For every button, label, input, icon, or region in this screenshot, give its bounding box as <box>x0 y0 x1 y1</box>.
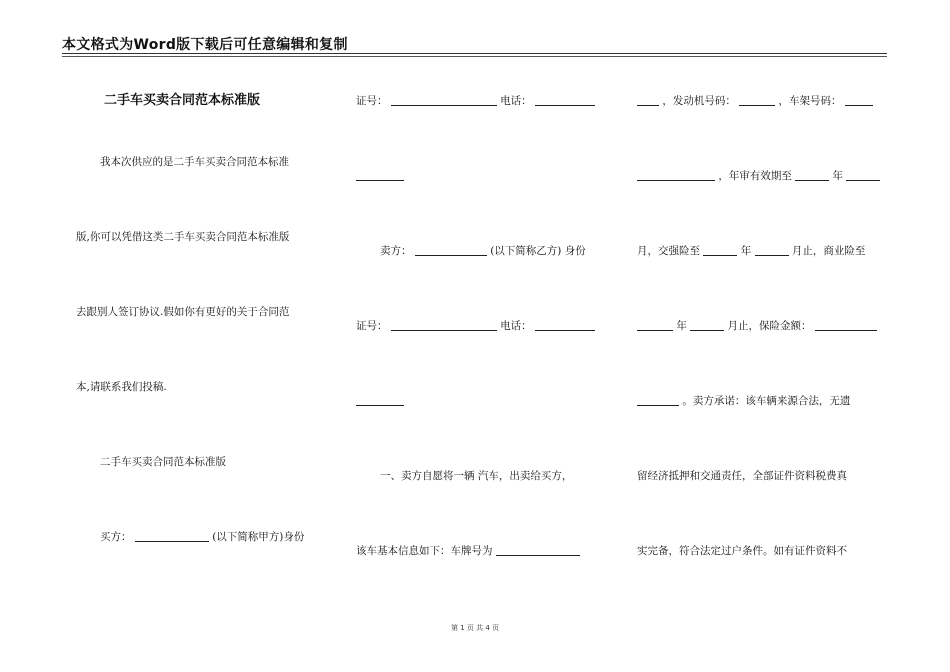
phone-blank[interactable] <box>535 95 595 106</box>
column-2 <box>356 60 606 620</box>
seller-line <box>380 244 606 258</box>
frame-label: ，车架号码： <box>778 95 842 107</box>
engine-number-blank[interactable] <box>739 95 775 106</box>
plate-number-blank[interactable] <box>496 545 580 556</box>
seller-suffix: (以下简称乙方) 身份 <box>490 245 586 257</box>
paragraph-line: 本,请联系我们投稿. <box>76 381 167 393</box>
column-3 <box>637 60 887 620</box>
frame-cont-blank[interactable] <box>637 170 715 181</box>
plate-label: 该车基本信息如下：车牌号为 <box>356 545 493 557</box>
blank-line <box>356 169 606 183</box>
inspection-line <box>637 169 887 183</box>
seller-name-blank[interactable] <box>415 245 487 256</box>
promise-text: 。卖方承诺：该车辆来源合法，无遗 <box>682 395 851 407</box>
clause-line: 一、卖方自愿将一辆 汽车，出卖给买方， <box>380 470 573 482</box>
inspection-year-blank[interactable] <box>795 170 829 181</box>
buyer-suffix: (以下简称甲方)身份 <box>212 531 305 543</box>
paragraph-line: 版,你可以凭借这类二手车买卖合同范本标准版 <box>76 231 290 243</box>
phone-label: 电话： <box>500 320 532 332</box>
paragraph-line: 实完备，符合法定过户条件。如有证件资料不 <box>637 545 847 557</box>
plate-line <box>356 544 606 558</box>
commercial-year-blank[interactable] <box>637 320 673 331</box>
commercial-month-blank[interactable] <box>690 320 724 331</box>
amount-label: 月止，保险金额： <box>727 320 812 332</box>
inspection-month-blank[interactable] <box>846 170 880 181</box>
inspection-label: ，年审有效期至 <box>718 170 792 182</box>
buyer-name-blank[interactable] <box>135 531 209 542</box>
id-phone-line <box>356 319 606 333</box>
document-header: 本文格式为Word版下载后可任意编辑和复制 <box>62 37 348 53</box>
year-label: 年 <box>832 170 844 182</box>
id-phone-line <box>356 94 606 108</box>
id-number-blank[interactable] <box>391 320 497 331</box>
header-rule-thin <box>62 56 887 57</box>
blank-line <box>356 394 606 408</box>
commercial-label: 月止，商业险至 <box>791 245 866 257</box>
column-1 <box>76 60 324 620</box>
document-title: 二手车买卖合同范本标准版 <box>104 93 261 108</box>
buyer-label: 买方： <box>100 531 132 543</box>
engine-line <box>637 94 887 108</box>
year-label: 年 <box>740 245 752 257</box>
id-label: 证号： <box>356 320 388 332</box>
paragraph-line: 我本次供应的是二手车买卖合同范本标准 <box>100 156 289 168</box>
insurance-line <box>637 244 887 258</box>
page-number: 第 1 页 共 4 页 <box>450 624 500 632</box>
insurance-amount-line <box>637 319 887 333</box>
id-label: 证号： <box>356 95 388 107</box>
month-label: 月，交强险至 <box>637 245 700 257</box>
plate-cont-blank[interactable] <box>637 95 659 106</box>
id-number-blank[interactable] <box>391 95 497 106</box>
engine-label: ，发动机号码： <box>662 95 736 107</box>
header-rule <box>62 53 887 54</box>
frame-number-blank[interactable] <box>845 95 873 106</box>
buyer-line <box>100 530 324 544</box>
phone-label: 电话： <box>500 95 532 107</box>
insurance-amount-blank[interactable] <box>815 320 877 331</box>
continuation-blank[interactable] <box>356 170 404 181</box>
amount-cont-blank[interactable] <box>637 395 679 406</box>
promise-line <box>637 394 887 408</box>
paragraph-line: 去跟别人签订协议.假如你有更好的关于合同范 <box>76 306 290 318</box>
year-label: 年 <box>676 320 687 332</box>
paragraph-line: 留经济抵押和交通责任，全部证件资料税费真 <box>637 470 847 482</box>
seller-label: 卖方： <box>380 245 412 257</box>
compulsory-year-blank[interactable] <box>703 245 737 256</box>
compulsory-month-blank[interactable] <box>755 245 789 256</box>
section-subtitle: 二手车买卖合同范本标准版 <box>100 456 226 468</box>
phone-blank[interactable] <box>535 320 595 331</box>
continuation-blank[interactable] <box>356 395 404 406</box>
